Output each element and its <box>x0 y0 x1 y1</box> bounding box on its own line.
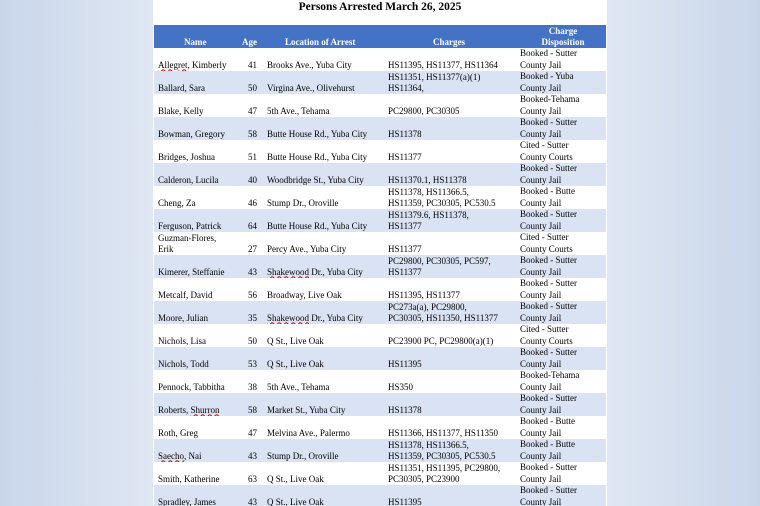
charge-disposition-text: Booked - Butte <box>520 439 575 449</box>
arrest-charges-text: HS11378, HS11366.5, <box>388 187 469 197</box>
arrest-charges-text: HS11364, <box>388 82 424 93</box>
table-row <box>154 485 606 506</box>
header-charges: Charges <box>433 37 465 47</box>
charge-disposition-text: Booked - Sutter <box>520 393 577 403</box>
arrest-charges <box>388 290 516 301</box>
arrestee-name-text: Blake, Kelly <box>158 105 204 116</box>
charge-disposition <box>520 255 606 278</box>
charge-disposition-text: Cited - Sutter <box>520 324 569 334</box>
charge-disposition <box>520 370 606 393</box>
arrestee-name <box>158 233 240 254</box>
arrestee-name <box>158 83 240 94</box>
arrest-charges <box>388 497 516 506</box>
arrest-charges <box>388 187 516 208</box>
table-row <box>154 255 606 278</box>
arrest-location <box>267 106 385 117</box>
table-row <box>154 209 606 232</box>
arrestee-age-text: 64 <box>248 220 257 231</box>
arrest-location-text: Q St., Live Oak <box>267 358 324 369</box>
arrestee-name <box>158 451 240 462</box>
arrest-charges-text: HS11351, HS11395, PC29800, <box>388 463 501 473</box>
charge-disposition <box>520 209 606 232</box>
arrest-charges-text: HS11351, HS11377(a)(1) <box>388 72 481 82</box>
arrestee-name-text: Moore, Julian <box>158 312 208 323</box>
arrestee-name-text: Smith, Katherine <box>158 473 220 484</box>
charge-disposition <box>520 416 606 439</box>
arrest-location-text: Melvina Ave., Palermo <box>267 427 350 438</box>
arrest-location <box>267 60 385 71</box>
header-age: Age <box>242 37 257 47</box>
charge-disposition-text: Booked - Butte <box>520 416 575 426</box>
table-row <box>154 232 606 255</box>
arrestee-age-text: 50 <box>248 82 257 93</box>
arrest-location-text: Butte House Rd., Yuba City <box>267 128 368 139</box>
charge-disposition-text: County Jail <box>520 312 562 323</box>
charge-disposition <box>520 485 606 506</box>
arrest-location-text: Shakewood Dr., Yuba City <box>267 312 363 323</box>
page-title: Persons Arrested March 26, 2025 <box>298 1 462 13</box>
arrestee-name-text: Calderon, Lucila <box>158 174 219 185</box>
arrestee-age <box>243 106 257 117</box>
arrest-location <box>267 313 385 324</box>
arrestee-name <box>158 60 240 71</box>
charge-disposition <box>520 462 606 485</box>
arrest-charges-text: HS11378 <box>388 128 422 139</box>
arrestee-age <box>243 175 257 186</box>
arrestee-age <box>243 474 257 485</box>
charge-disposition-text: County Jail <box>520 473 562 484</box>
arrestee-age <box>243 313 257 324</box>
charge-disposition <box>520 347 606 370</box>
charge-disposition-text: County Jail <box>520 381 562 392</box>
arrest-charges-text: HS11366, HS11377, HS11350 <box>388 427 499 438</box>
arrest-location-text: Q St., Live Oak <box>267 496 324 506</box>
arrest-location <box>267 382 385 393</box>
arrestee-age-text: 58 <box>248 404 257 415</box>
arrest-charges-text: HS11395, HS11377, HS11364 <box>388 59 499 70</box>
arrestee-age <box>243 382 257 393</box>
arrestee-age <box>243 129 257 140</box>
arrest-charges <box>388 60 516 71</box>
arrestee-name-text: Roth, Greg <box>158 427 198 438</box>
arrest-location-text: Butte House Rd., Yuba City <box>267 220 368 231</box>
charge-disposition <box>520 186 606 209</box>
charge-disposition-text: County Jail <box>520 404 562 415</box>
arrestee-name <box>158 359 240 370</box>
arrest-charges-text: HS11377 <box>388 220 422 231</box>
arrest-charges <box>388 382 516 393</box>
arrest-location <box>267 221 385 232</box>
arrest-charges-text: HS11377 <box>388 151 422 162</box>
arrestee-age <box>243 198 257 209</box>
charge-disposition-text: Booked - Sutter <box>520 485 577 495</box>
charge-disposition-text: County Jail <box>520 266 562 277</box>
arrest-location-text: Percy Ave., Yuba City <box>267 243 347 254</box>
arrest-charges-text: HS11395 <box>388 496 422 506</box>
arrest-charges-text: HS11359, PC30305, PC530.5 <box>388 197 496 208</box>
table-header <box>154 25 606 48</box>
arrestee-name <box>158 405 240 416</box>
arrest-location <box>267 129 385 140</box>
charge-disposition <box>520 71 606 94</box>
arrest-charges <box>388 405 516 416</box>
arrest-table-body <box>154 48 606 506</box>
header-disposition-line1: Charge <box>548 26 578 36</box>
arrestee-name <box>158 152 240 163</box>
charge-disposition-text: Booked - Yuba <box>520 71 574 81</box>
arrest-location-text: 5th Ave., Tehama <box>267 105 330 116</box>
arrest-location-text: Shakewood Dr., Yuba City <box>267 266 363 277</box>
charge-disposition-text: County Jail <box>520 496 562 506</box>
arrest-location <box>267 336 385 347</box>
charge-disposition-text: County Jail <box>520 197 562 208</box>
arrestee-age-text: 58 <box>248 128 257 139</box>
charge-disposition <box>520 324 606 347</box>
arrest-charges-text: PC30305, PC23900 <box>388 473 460 484</box>
charge-disposition-text: County Jail <box>520 358 562 369</box>
arrest-charges-text: PC29800, PC30305, PC597, <box>388 256 491 266</box>
arrestee-name-text: Kimerer, Steffanie <box>158 266 225 277</box>
arrestee-age <box>243 359 257 370</box>
arrestee-age-text: 51 <box>248 151 257 162</box>
arrestee-name-text: Ballard, Sara <box>158 82 205 93</box>
arrestee-name <box>158 221 240 232</box>
arrestee-name-text: Pennock, Tabbitha <box>158 381 225 392</box>
arrestee-age-text: 50 <box>248 335 257 346</box>
arrestee-name-text: Nichols, Lisa <box>158 335 206 346</box>
arrest-location <box>267 359 385 370</box>
arrest-location <box>267 405 385 416</box>
arrest-location-text: Stump Dr., Oroville <box>267 197 339 208</box>
charge-disposition-text: Cited - Sutter <box>520 140 569 150</box>
arrest-location-text: Brooks Ave., Yuba City <box>267 59 352 70</box>
arrest-charges-text: HS11359, PC30305, PC530.5 <box>388 450 496 461</box>
arrest-charges-text: PC29800, PC30305 <box>388 105 460 116</box>
arrestee-age-text: 43 <box>248 496 257 506</box>
arrest-charges-text: HS11395 <box>388 358 422 369</box>
header-disposition-line2: Disposition <box>541 37 585 47</box>
arrest-charges <box>388 106 516 117</box>
arrestee-name <box>158 290 240 301</box>
table-row <box>154 117 606 140</box>
arrestee-name <box>158 382 240 393</box>
header-location: Location of Arrest <box>285 37 356 47</box>
arrest-location-text: Woodbridge St., Yuba City <box>267 174 364 185</box>
charge-disposition <box>520 163 606 186</box>
arrestee-age <box>243 152 257 163</box>
table-row <box>154 186 606 209</box>
charge-disposition-text: County Jail <box>520 450 562 461</box>
table-row <box>154 140 606 163</box>
arrest-charges-text: HS11378 <box>388 404 422 415</box>
arrest-charges-text: PC23900 PC, PC29800(a)(1) <box>388 335 494 346</box>
arrestee-age-text: 43 <box>248 266 257 277</box>
arrest-charges-text: HS11377 <box>388 243 422 254</box>
arrest-charges <box>388 256 516 277</box>
arrest-location <box>267 175 385 186</box>
arrest-charges <box>388 336 516 347</box>
arrest-charges-text: PC273a(a), PC29800, <box>388 302 467 312</box>
charge-disposition <box>520 301 606 324</box>
arrestee-name <box>158 313 240 324</box>
arrest-location <box>267 152 385 163</box>
arrest-location <box>267 290 385 301</box>
table-row <box>154 324 606 347</box>
arrest-charges <box>388 244 516 255</box>
charge-disposition-text: Booked - Sutter <box>520 347 577 357</box>
arrestee-name-text: Erik <box>158 243 174 254</box>
charge-disposition-text: County Courts <box>520 243 573 254</box>
arrest-location <box>267 428 385 439</box>
arrest-charges <box>388 175 516 186</box>
charge-disposition-text: Booked - Sutter <box>520 462 577 472</box>
arrestee-name-text: Bowman, Gregory <box>158 128 225 139</box>
arrest-charges <box>388 302 516 323</box>
arrest-location <box>267 244 385 255</box>
arrestee-age <box>243 83 257 94</box>
arrestee-name-text: Cheng, Za <box>158 197 196 208</box>
table-row <box>154 278 606 301</box>
charge-disposition-text: County Courts <box>520 335 573 346</box>
arrestee-age <box>243 60 257 71</box>
arrestee-name <box>158 497 240 506</box>
arrestee-age-text: 35 <box>248 312 257 323</box>
arrest-charges-text: PC30305, HS11350, HS11377 <box>388 312 498 323</box>
charge-disposition-text: County Jail <box>520 128 562 139</box>
arrest-report-document <box>153 0 607 506</box>
charge-disposition <box>520 140 606 163</box>
arrest-charges-text: HS11395, HS11377 <box>388 289 460 300</box>
charge-disposition <box>520 393 606 416</box>
charge-disposition-text: Booked - Butte <box>520 186 575 196</box>
arrestee-name-text: Roberts, Shurron <box>158 404 220 415</box>
arrestee-age <box>243 497 257 506</box>
arrestee-name-text: Ferguson, Patrick <box>158 220 222 231</box>
charge-disposition-text: County Jail <box>520 105 562 116</box>
arrestee-name-text: Saecho, Nai <box>158 450 202 461</box>
arrest-charges-text: HS11379.6, HS11378, <box>388 210 469 220</box>
arrest-location <box>267 451 385 462</box>
arrestee-age <box>243 221 257 232</box>
arrest-charges <box>388 359 516 370</box>
charge-disposition-text: Booked - Sutter <box>520 301 577 311</box>
arrest-location <box>267 198 385 209</box>
charge-disposition <box>520 439 606 462</box>
table-row <box>154 347 606 370</box>
arrest-location <box>267 83 385 94</box>
arrestee-name <box>158 336 240 347</box>
arrestee-age <box>243 405 257 416</box>
arrest-charges-text: HS11378, HS11366.5, <box>388 440 469 450</box>
arrest-charges <box>388 440 516 461</box>
arrest-charges <box>388 129 516 140</box>
arrestee-age-text: 53 <box>248 358 257 369</box>
table-row <box>154 439 606 462</box>
arrestee-name <box>158 106 240 117</box>
charge-disposition-text: County Jail <box>520 174 562 185</box>
arrestee-name <box>158 129 240 140</box>
arrestee-age-text: 46 <box>248 197 257 208</box>
arrestee-name <box>158 428 240 439</box>
table-row <box>154 71 606 94</box>
arrest-location-text: Q St., Live Oak <box>267 335 324 346</box>
arrestee-name <box>158 198 240 209</box>
arrestee-age-text: 38 <box>248 381 257 392</box>
arrest-charges <box>388 152 516 163</box>
table-row <box>154 416 606 439</box>
arrest-location-text: Butte House Rd., Yuba City <box>267 151 368 162</box>
charge-disposition-text: Booked - Sutter <box>520 278 577 288</box>
arrestee-age-text: 47 <box>248 427 257 438</box>
arrestee-age-text: 40 <box>248 174 257 185</box>
arrestee-name-text: Allegret, Kimberly <box>158 59 227 70</box>
arrest-location <box>267 497 385 506</box>
arrest-location <box>267 267 385 278</box>
arrestee-name <box>158 474 240 485</box>
arrestee-age <box>243 451 257 462</box>
arrest-charges-text: HS11370.1, HS11378 <box>388 174 467 185</box>
charge-disposition-text: County Jail <box>520 427 562 438</box>
arrestee-name-text: Nichols, Todd <box>158 358 209 369</box>
arrestee-age <box>243 336 257 347</box>
arrestee-age-text: 63 <box>248 473 257 484</box>
charge-disposition-text: Booked - Sutter <box>520 209 577 219</box>
arrestee-age-text: 43 <box>248 450 257 461</box>
charge-disposition-text: Booked - Sutter <box>520 117 577 127</box>
arrest-location-text: 5th Ave., Tehama <box>267 381 330 392</box>
arrest-charges <box>388 210 516 231</box>
arrestee-name <box>158 267 240 278</box>
table-row <box>154 393 606 416</box>
header-name: Name <box>184 37 207 47</box>
arrestee-name-text: Bridges, Joshua <box>158 151 215 162</box>
arrestee-age <box>243 290 257 301</box>
table-row <box>154 370 606 393</box>
charge-disposition-text: Cited - Sutter <box>520 232 569 242</box>
charge-disposition-text: County Jail <box>520 220 562 231</box>
charge-disposition-text: County Jail <box>520 82 562 93</box>
arrestee-age <box>243 244 257 255</box>
table-row <box>154 462 606 485</box>
arrestee-age-text: 56 <box>248 289 257 300</box>
arrestee-age-text: 27 <box>248 243 257 254</box>
charge-disposition-text: County Jail <box>520 289 562 300</box>
charge-disposition <box>520 48 606 71</box>
charge-disposition-text: County Courts <box>520 151 573 162</box>
arrest-location-text: Virgina Ave., Olivehurst <box>267 82 355 93</box>
arrest-charges-text: HS350 <box>388 381 414 392</box>
arrestee-age <box>243 428 257 439</box>
arrest-location-text: Q St., Live Oak <box>267 473 324 484</box>
arrestee-age <box>243 267 257 278</box>
arrestee-name-text: Spradley, James <box>158 496 216 506</box>
arrest-location-text: Broadway, Live Oak <box>267 289 342 300</box>
arrestee-name-text: Guzman-Flores, <box>158 233 217 243</box>
charge-disposition <box>520 117 606 140</box>
arrest-charges <box>388 72 516 93</box>
arrestee-age-text: 47 <box>248 105 257 116</box>
table-row <box>154 163 606 186</box>
arrest-location <box>267 474 385 485</box>
charge-disposition-text: Booked - Sutter <box>520 48 577 58</box>
arrest-charges-text: HS11377 <box>388 266 422 277</box>
charge-disposition-text: Booked - Sutter <box>520 163 577 173</box>
table-row <box>154 94 606 117</box>
charge-disposition <box>520 232 606 255</box>
arrest-charges <box>388 428 516 439</box>
arrestee-name-text: Metcalf, David <box>158 289 213 300</box>
table-row <box>154 301 606 324</box>
arrestee-name <box>158 175 240 186</box>
arrest-charges <box>388 463 516 484</box>
arrestee-age-text: 41 <box>248 59 257 70</box>
arrest-location-text: Stump Dr., Oroville <box>267 450 339 461</box>
table-row <box>154 48 606 71</box>
charge-disposition-text: Booked - Sutter <box>520 255 577 265</box>
charge-disposition-text: Booked-Tehama <box>520 370 580 380</box>
charge-disposition-text: Booked-Tehama <box>520 94 580 104</box>
charge-disposition-text: County Jail <box>520 59 562 70</box>
arrest-location-text: Market St., Yuba City <box>267 404 346 415</box>
charge-disposition <box>520 278 606 301</box>
charge-disposition <box>520 94 606 117</box>
